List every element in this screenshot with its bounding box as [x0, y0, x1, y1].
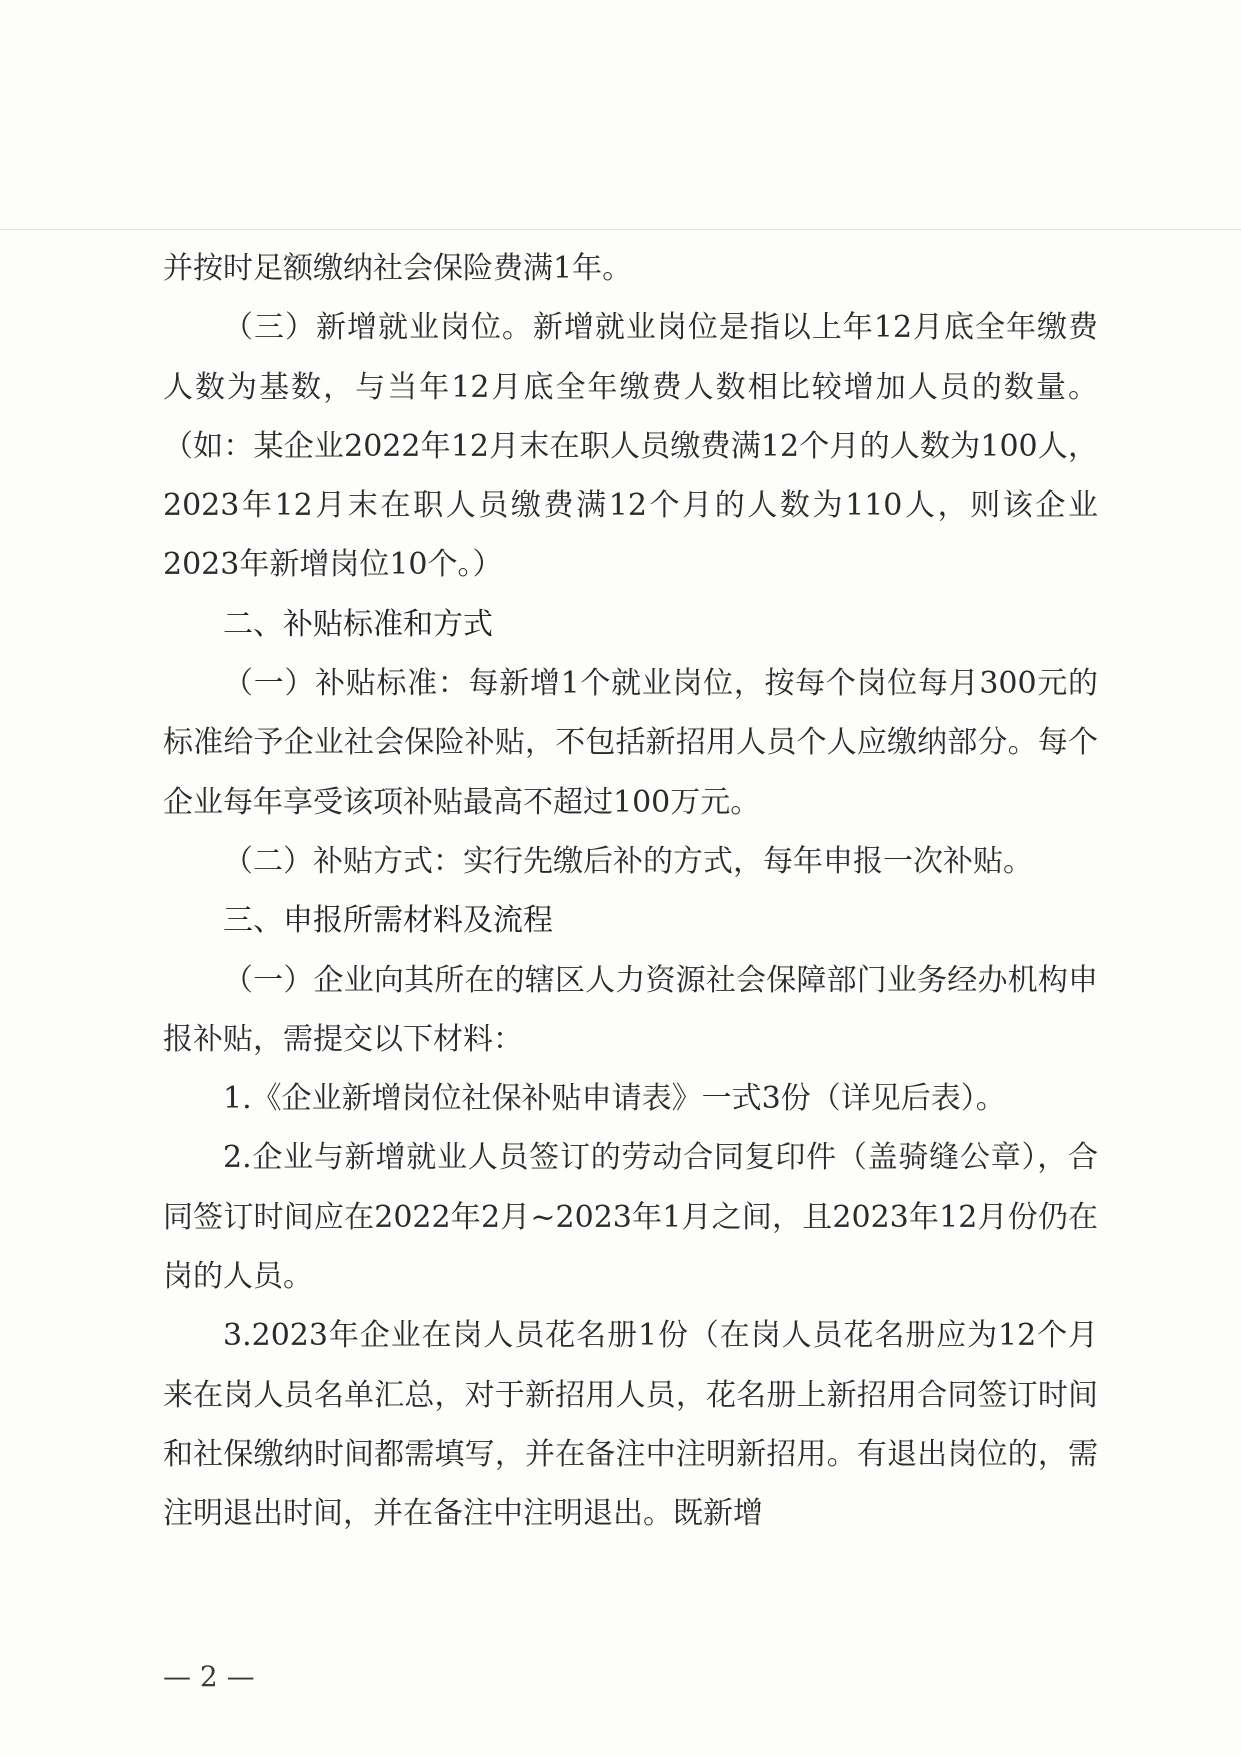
- section-heading-application-materials: 三、申报所需材料及流程: [223, 903, 553, 939]
- list-item-labor-contract: 2.企业与新增就业人员签订的劳动合同复印件（盖骑缝公章），合同签订时间应在2022年2月~2023年1月之间，且2023年12月份仍在岗的人员。: [163, 1140, 1098, 1295]
- section-heading-subsidy-standard: 二、补贴标准和方式: [223, 606, 493, 642]
- list-item-staff-roster: 3.2023年企业在岗人员花名册1份（在岗人员花名册应为12个月来在岗人员名单汇总，对于新招用人员，花名册上新招用合同签订时间和社保缴纳时间都需填写，并在备注中注明新招用。有退出岗位的，需注明退出时间，并在备注中注明退出。既新增: [163, 1318, 1098, 1532]
- paragraph-application-intro: （一）企业向其所在的辖区人力资源社会保障部门业务经办机构申报补贴，需提交以下材料：: [163, 962, 1098, 1057]
- document-body: [163, 239, 1098, 1544]
- paragraph-subsidy-method: （二）补贴方式：实行先缴后补的方式，每年申报一次补贴。: [223, 843, 1033, 879]
- list-item-application-form: 1.《企业新增岗位社保补贴申请表》一式3份（详见后表）。: [223, 1081, 1006, 1117]
- paragraph-subsidy-standard: （一）补贴标准：每新增1个就业岗位，按每个岗位每月300元的标准给予企业社会保险补贴，不包括新招用人员个人应缴纳部分。每个企业每年享受该项补贴最高不超过100万元。: [163, 666, 1098, 820]
- paragraph-new-jobs-definition: （三）新增就业岗位。新增就业岗位是指以上年12月底全年缴费人数为基数，与当年12月底全年缴费人数相比较增加人员的数量。（如：某企业2022年12月末在职人员缴费满12个月的人数为100人，2023年12月末在职人员缴费满12个月的人数为110人，则该企业2023年新增岗位10个。）: [163, 310, 1098, 583]
- page-top-divider: [0, 229, 1241, 230]
- page-number: — 2 —: [163, 1660, 255, 1693]
- paragraph-continuation: 并按时足额缴纳社会保险费满1年。: [163, 251, 633, 286]
